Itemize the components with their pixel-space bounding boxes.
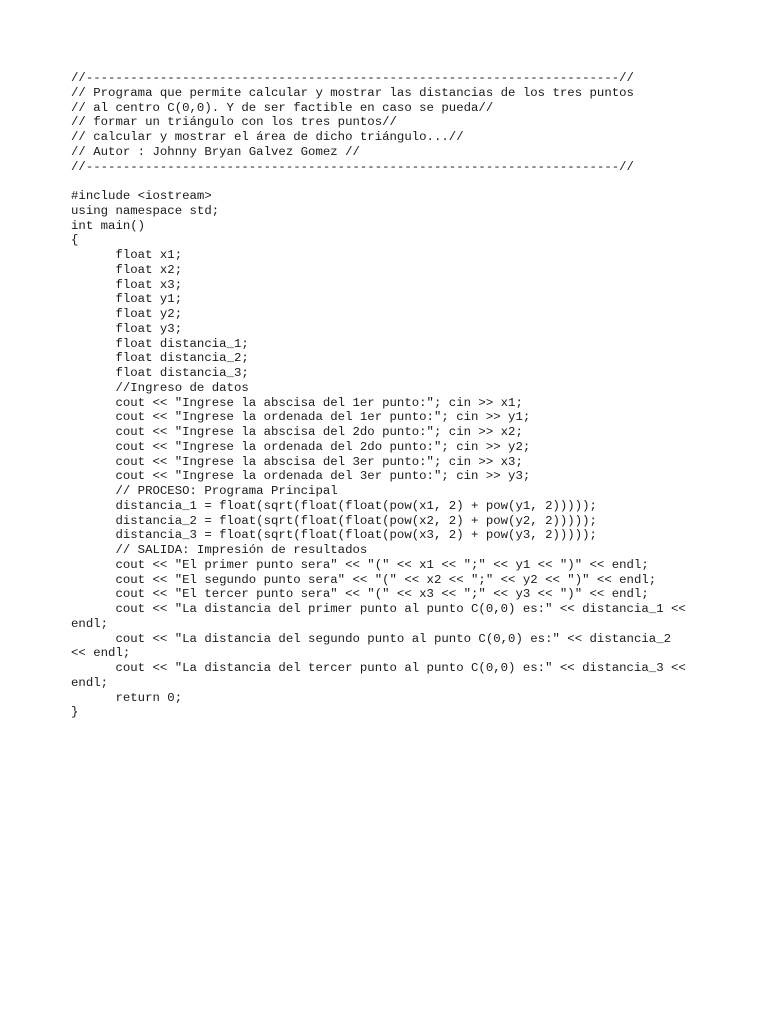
source-code-block bbox=[71, 71, 711, 720]
code-line: // calcular y mostrar el área de dicho triángulo...// bbox=[71, 130, 464, 144]
code-line: endl; bbox=[71, 675, 109, 690]
code-line: float y2; bbox=[71, 307, 183, 321]
code-line: // SALIDA: Impresión de resultados bbox=[71, 543, 368, 557]
code-line: float x3; bbox=[71, 277, 183, 292]
code-line: float x1; bbox=[71, 248, 183, 262]
code-line: cout << "Ingrese la ordenada del 3er punto:"; cin >> y3; bbox=[71, 469, 531, 484]
code-line: distancia_3 = float(sqrt(float(float(pow(x3, 2) + pow(y3, 2))))); bbox=[71, 528, 597, 543]
code-line: { bbox=[71, 233, 79, 248]
code-line: cout << "La distancia del primer punto al punto C(0,0) es:" << distancia_1 << bbox=[71, 602, 686, 616]
code-line: // formar un triángulo con los tres puntos// bbox=[71, 115, 397, 130]
code-line: return 0; bbox=[71, 690, 183, 705]
code-line: cout << "La distancia del segundo punto al punto C(0,0) es:" << distancia_2 bbox=[71, 631, 672, 646]
code-line: // Programa que permite calcular y mostrar las distancias de los tres puntos bbox=[71, 85, 634, 100]
code-line: // PROCESO: Programa Principal bbox=[71, 484, 338, 498]
code-line: distancia_1 = float(sqrt(float(float(pow(x1, 2) + pow(y1, 2))))); bbox=[71, 498, 597, 513]
code-line: cout << "Ingrese la abscisa del 3er punto:"; cin >> x3; bbox=[71, 454, 523, 469]
code-line: // Autor : Johnny Bryan Galvez Gomez // bbox=[71, 144, 360, 159]
code-line: float y3; bbox=[71, 321, 183, 336]
code-line: distancia_2 = float(sqrt(float(float(pow(x2, 2) + pow(y2, 2))))); bbox=[71, 513, 597, 528]
code-line: float distancia_2; bbox=[71, 351, 249, 366]
code-line: cout << "Ingrese la ordenada del 2do punto:"; cin >> y2; bbox=[71, 439, 531, 454]
code-line: cout << "La distancia del tercer punto al punto C(0,0) es:" << distancia_3 << bbox=[71, 661, 686, 675]
blank-line bbox=[71, 174, 711, 189]
code-line: << endl; bbox=[71, 646, 131, 661]
code-line: //------------------------------------------------------------------------// bbox=[71, 71, 634, 85]
code-line: float y1; bbox=[71, 292, 183, 307]
code-line: endl; bbox=[71, 616, 109, 631]
code-line: // al centro C(0,0). Y de ser factible en caso se pueda// bbox=[71, 100, 494, 115]
code-line: cout << "El tercer punto sera" << "(" << x3 << ";" << y3 << ")" << endl; bbox=[71, 587, 649, 602]
code-line: int main() bbox=[71, 218, 146, 233]
code-line: //Ingreso de datos bbox=[71, 380, 249, 395]
code-line: } bbox=[71, 705, 79, 720]
code-line: cout << "El primer punto sera" << "(" << x1 << ";" << y1 << ")" << endl; bbox=[71, 557, 649, 572]
code-line: //------------------------------------------------------------------------// bbox=[71, 159, 634, 174]
code-line: float distancia_3; bbox=[71, 366, 249, 380]
code-line: float distancia_1; bbox=[71, 336, 249, 351]
code-line: cout << "Ingrese la abscisa del 2do punto:"; cin >> x2; bbox=[71, 425, 523, 439]
code-line: float x2; bbox=[71, 262, 183, 277]
code-line: cout << "Ingrese la ordenada del 1er punto:"; cin >> y1; bbox=[71, 410, 531, 425]
code-line: using namespace std; bbox=[71, 203, 220, 218]
code-line: cout << "El segundo punto sera" << "(" << x2 << ";" << y2 << ")" << endl; bbox=[71, 572, 657, 587]
code-line: cout << "Ingrese la abscisa del 1er punto:"; cin >> x1; bbox=[71, 395, 523, 410]
code-line: #include <iostream> bbox=[71, 189, 212, 203]
